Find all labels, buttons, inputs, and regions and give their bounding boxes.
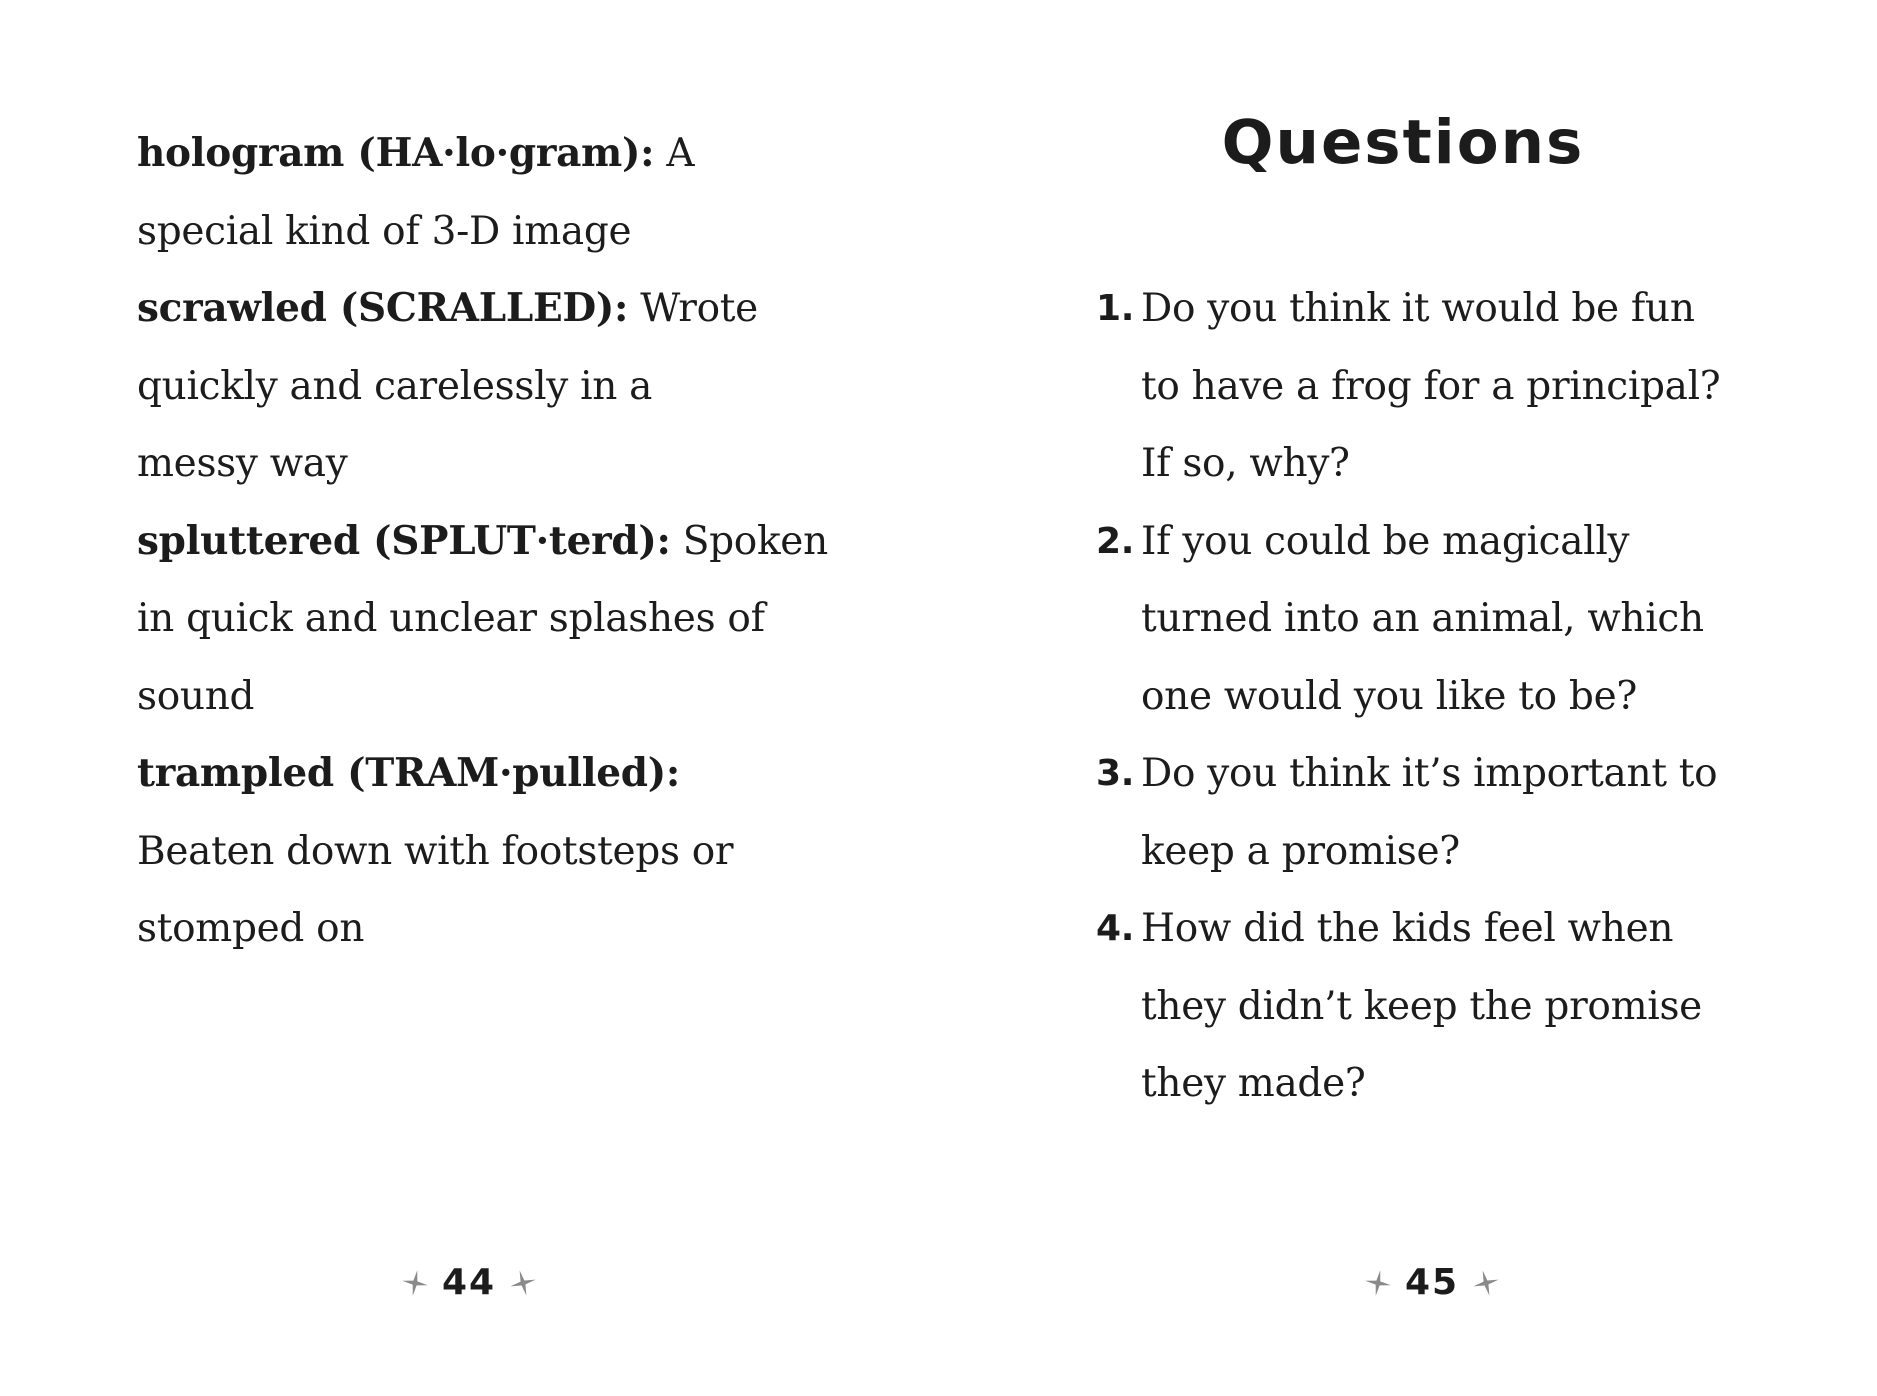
entry-line [137,580,837,658]
page-number: 45 [1405,1262,1460,1303]
glossary-definition: stomped on [137,906,365,951]
glossary-term: spluttered (SPLUT·terd): [137,517,671,564]
page-number-left [400,1262,538,1303]
left-page [0,0,938,1396]
entry-line [137,813,837,891]
entry-line [137,658,837,736]
question-text [1141,503,1836,736]
glossary-term: hologram (HA·lo·gram): [137,130,655,176]
glossary-definition: Spoken [670,518,828,564]
glossary-definition: in quick and unclear splashes of [137,596,765,641]
question-line: they made? [1141,1061,1366,1106]
question-item [1096,890,1836,1123]
sparkle-star-icon [1363,1268,1393,1298]
glossary-entry [137,735,837,968]
glossary-entry [137,270,837,503]
question-line: turned into an animal, which [1141,596,1704,641]
glossary-definition: Beaten down with footsteps or [137,828,734,874]
entry-line [137,348,837,426]
question-line: How did the kids feel when [1141,906,1674,951]
glossary-entry [137,503,837,736]
question-number: 1. [1096,288,1135,329]
entry-line [137,270,837,348]
sparkle-star-icon [400,1268,430,1298]
question-line: Do you think it would be fun [1141,286,1695,331]
entry-line [137,503,837,581]
entry-line [137,890,837,968]
question-line: one would you like to be? [1141,673,1637,719]
glossary-definition: A [654,131,695,176]
glossary-definition: sound [137,673,255,719]
question-line: to have a frog for a principal? [1141,363,1721,409]
glossary [137,115,837,968]
page-title: Questions [1221,107,1585,178]
right-page [938,0,1877,1396]
glossary-definition: quickly and carelessly in a [137,363,653,409]
page-number: 44 [442,1262,497,1303]
question-line: they didn’t keep the promise [1141,983,1702,1029]
glossary-definition: Wrote [628,286,758,331]
question-item [1096,270,1836,503]
entry-line [137,115,837,193]
glossary-term: scrawled (SCRALLED): [137,285,629,331]
question-text [1141,890,1836,1123]
question-line: Do you think it’s important to [1141,751,1718,796]
question-item [1096,503,1836,736]
questions-list [1096,270,1836,1123]
glossary-entry [137,115,837,270]
page-number-right [1363,1262,1501,1303]
glossary-term: trampled (TRAM·pulled): [137,750,681,796]
entry-line [137,193,837,271]
question-text [1141,270,1836,503]
question-number: 4. [1096,908,1135,949]
question-line: keep a promise? [1141,828,1460,874]
question-line: If so, why? [1141,441,1350,486]
entry-line [137,425,837,503]
question-number: 2. [1096,520,1135,562]
question-item [1096,735,1836,890]
glossary-definition: messy way [137,441,348,486]
glossary-definition: special kind of 3-D image [137,208,632,254]
question-number: 3. [1096,753,1135,794]
question-line: If you could be magically [1141,518,1630,564]
sparkle-star-icon [508,1268,538,1298]
question-text [1141,735,1836,890]
entry-line [137,735,837,813]
sparkle-star-icon [1471,1268,1501,1298]
